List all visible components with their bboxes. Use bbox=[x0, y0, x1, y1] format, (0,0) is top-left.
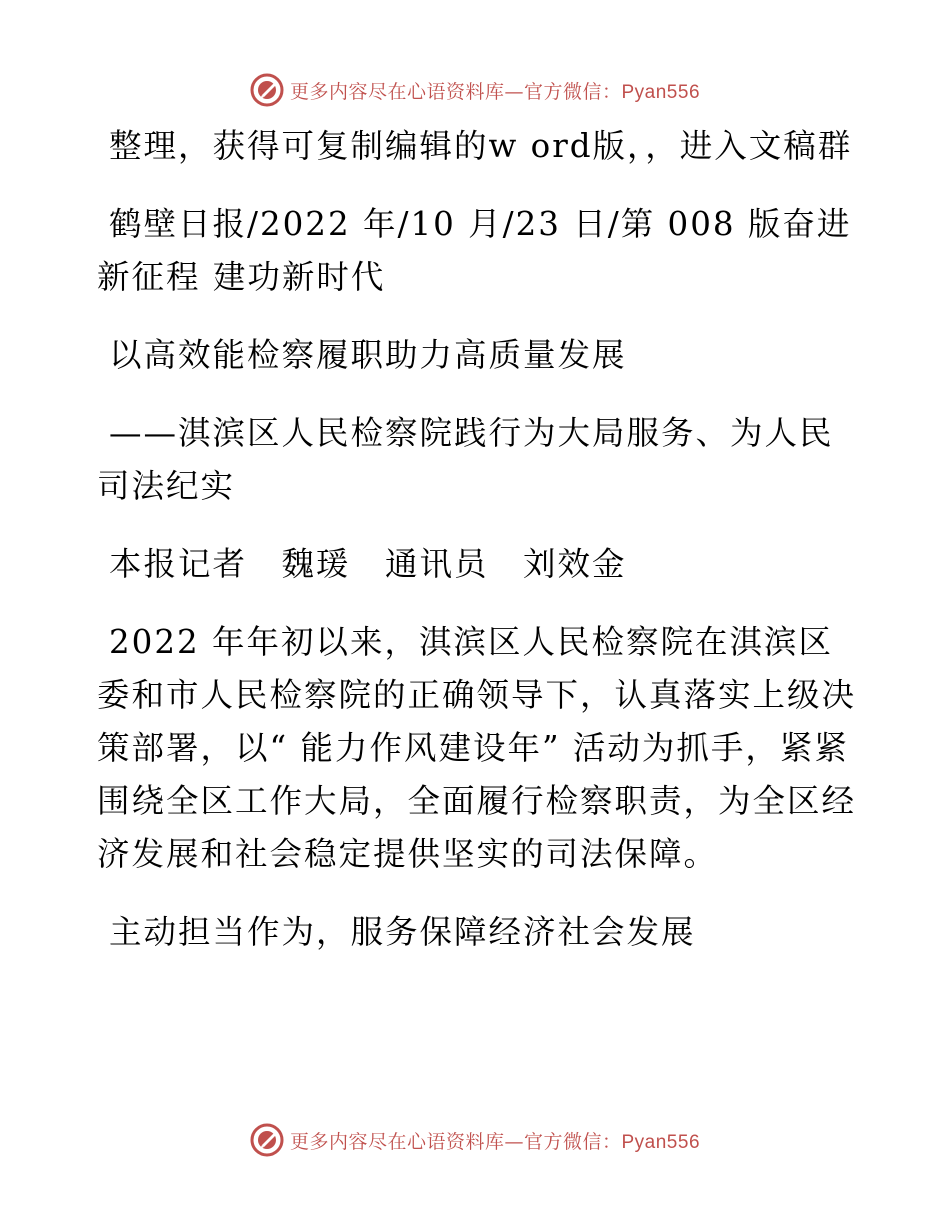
pen-nib-logo-icon bbox=[250, 73, 284, 107]
banner-label: 更多内容尽在心语资料库—官方微信： bbox=[289, 80, 622, 103]
article-title: 以高效能检察履职助力高质量发展 bbox=[109, 336, 627, 374]
banner-wechat-id: Pyan556 bbox=[621, 1131, 701, 1153]
banner-text bbox=[290, 1127, 700, 1154]
document-body bbox=[97, 120, 857, 984]
body-paragraph: 2022 年年初以来，淇滨区人民检察院在淇滨区委和市人民检察院的正确领导下，认真落实上级决策部署，以“ 能力作风建设年” 活动为抓手，紧紧围绕全区工作大局，全面履行检察职责，为全区经济发展和社会稳定提供坚实的司法保障。 bbox=[97, 623, 857, 873]
pen-nib-logo-icon bbox=[250, 1123, 284, 1157]
header-banner bbox=[0, 70, 950, 110]
source-line: 鹤壁日报/2022 年/10 月/23 日/第 008 版奋进新征程 建功新时代 bbox=[97, 205, 852, 296]
banner-wechat-id: Pyan556 bbox=[621, 81, 701, 103]
byline: 本报记者 魏瑗 通讯员 刘效金 bbox=[109, 545, 627, 583]
section-heading: 主动担当作为，服务保障经济社会发展 bbox=[109, 913, 696, 951]
intro-paragraph: 整理，获得可复制编辑的w ord版，，进入文稿群 bbox=[109, 127, 853, 165]
footer-banner bbox=[0, 1120, 950, 1160]
article-subtitle: ——淇滨区人民检察院践行为大局服务、为人民司法纪实 bbox=[97, 414, 834, 505]
banner-text bbox=[290, 77, 700, 104]
banner-label: 更多内容尽在心语资料库—官方微信： bbox=[289, 1130, 622, 1153]
